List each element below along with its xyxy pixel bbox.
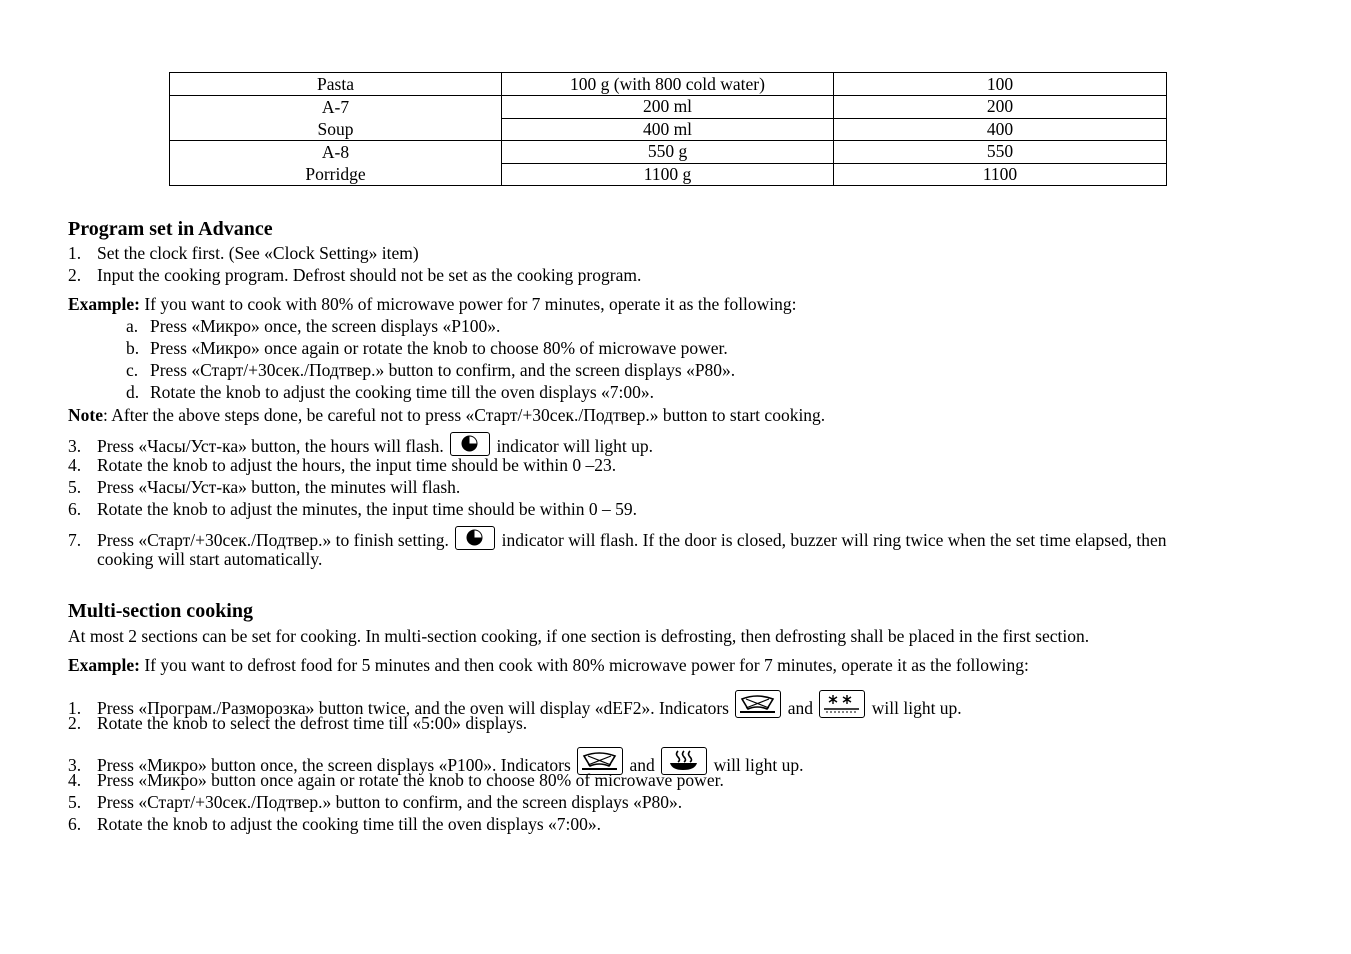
- table-row: [170, 96, 1167, 119]
- list-item: 6. Rotate the knob to adjust the minutes, the input time should be within 0 – 59.: [68, 499, 638, 519]
- program-label: Soup: [317, 119, 354, 139]
- list-item: b. Press «Микро» once again or rotate the knob to choose 80% of microwave power.: [126, 338, 728, 358]
- example-label: Example:: [68, 655, 140, 675]
- section-heading-advance: Program set in Advance: [68, 218, 273, 240]
- table-row: [170, 73, 1167, 96]
- list-item: a. Press «Микро» once, the screen displays «P100».: [126, 316, 501, 336]
- list-item: 4. Press «Микро» button once again or rotate the knob to choose 80% of microwave power.: [68, 770, 724, 790]
- note-paragraph: Note: After the above steps done, be careful not to press «Старт/+30сек./Подтвер.» button to start cooking.: [68, 405, 826, 425]
- list-item: 6. Rotate the knob to adjust the cooking time till the oven displays «7:00».: [68, 814, 602, 834]
- intro-paragraph: At most 2 sections can be set for cooking. In multi-section cooking, if one section is defrosting, then defrosting shall be placed in the first section.: [68, 626, 1090, 646]
- clock-icon: [450, 432, 490, 456]
- display-cell: 550: [834, 141, 1167, 164]
- defrost-icon: [819, 690, 865, 718]
- list-item: 1. Press «Програм./Разморозка» button twice, and the oven will display «dEF2». Indicators and will light up.: [68, 690, 962, 719]
- clock-icon: [455, 526, 495, 550]
- list-item: 7. Press «Старт/+30сек./Подтвер.» to finish setting. indicator will flash. If the door is closed, buzzer will ring twice when the set time elapsed, then: [68, 526, 1166, 551]
- display-cell: 400: [834, 118, 1167, 141]
- list-item: d. Rotate the knob to adjust the cooking time till the oven displays «7:00».: [126, 382, 655, 402]
- list-item: c. Press «Старт/+30сек./Подтвер.» button to confirm, and the screen displays «P80».: [126, 360, 736, 380]
- program-cell: [170, 141, 502, 186]
- display-cell: 100: [834, 73, 1167, 96]
- list-item: 3. Press «Часы/Уст-ка» button, the hours will flash. indicator will light up.: [68, 432, 653, 457]
- program-code: A-7: [321, 97, 350, 117]
- section-heading-multi: Multi-section cooking: [68, 600, 253, 622]
- list-item: 1. Set the clock first. (See «Clock Setting» item): [68, 243, 419, 263]
- program-code: A-8: [321, 142, 350, 162]
- display-cell: 1100: [834, 163, 1167, 186]
- program-label: Porridge: [305, 164, 366, 184]
- list-item: 5. Press «Старт/+30сек./Подтвер.» button to confirm, and the screen displays «P80».: [68, 792, 683, 812]
- weight-cell: 1100 g: [502, 163, 834, 186]
- weight-cell: 400 ml: [502, 118, 834, 141]
- weight-cell: 550 g: [502, 141, 834, 164]
- list-item: 5. Press «Часы/Уст-ка» button, the minutes will flash.: [68, 477, 461, 497]
- weight-cell: 100 g (with 800 cold water): [502, 73, 834, 96]
- list-item: 2. Rotate the knob to select the defrost time till «5:00» displays.: [68, 713, 528, 733]
- list-item: 4. Rotate the knob to adjust the hours, the input time should be within 0 –23.: [68, 455, 617, 475]
- microwave-icon: [735, 690, 781, 718]
- program-cell: Pasta: [170, 73, 502, 96]
- table-row: [170, 141, 1167, 164]
- example-label: Example:: [68, 294, 140, 314]
- weight-cell: 200 ml: [502, 96, 834, 119]
- list-item-continuation: cooking will start automatically.: [97, 549, 323, 569]
- list-item: 3. Press «Микро» button once, the screen displays «P100». Indicators and will light up.: [68, 747, 804, 776]
- example-paragraph: Example: If you want to defrost food for 5 minutes and then cook with 80% microwave power for 7 minutes, operate it as the following:: [68, 655, 1029, 675]
- list-item: 2. Input the cooking program. Defrost should not be set as the cooking program.: [68, 265, 642, 285]
- display-cell: 200: [834, 96, 1167, 119]
- example-paragraph: Example: If you want to cook with 80% of microwave power for 7 minutes, operate it as the following:: [68, 294, 797, 314]
- note-label: Note: [68, 405, 103, 425]
- auto-menu-table: [169, 72, 1167, 186]
- program-cell: [170, 96, 502, 141]
